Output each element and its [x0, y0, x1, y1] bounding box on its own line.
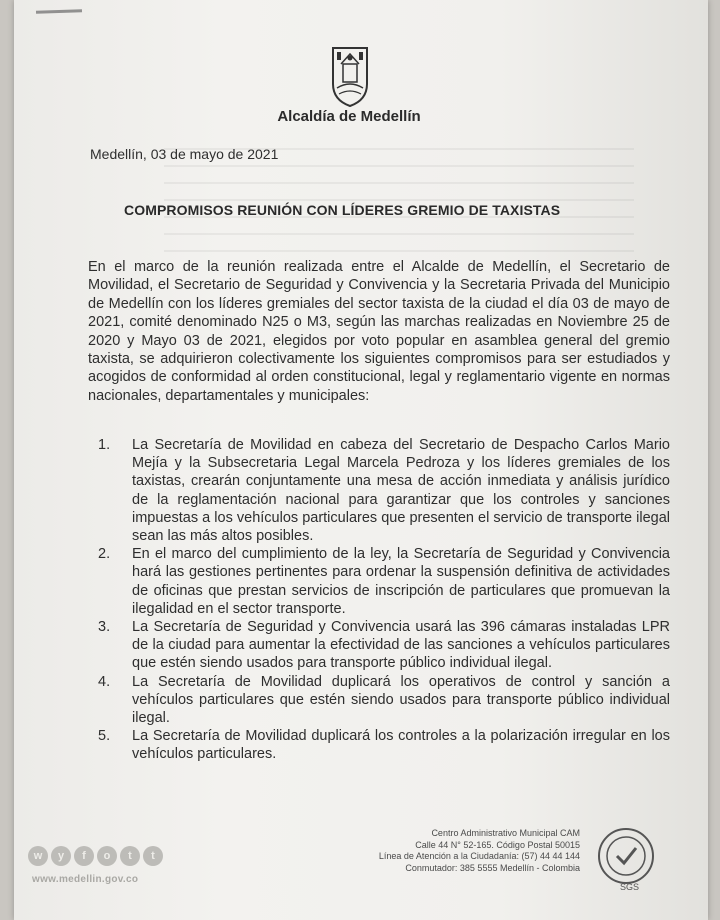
commitment-number: 1. [98, 437, 111, 453]
commitment-item [98, 727, 670, 763]
commitments-list [98, 436, 670, 764]
footer-address [344, 828, 580, 874]
whatsapp-icon[interactable]: w [28, 846, 48, 866]
instagram-icon[interactable]: o [97, 846, 117, 866]
cert-label: SGS [620, 882, 640, 892]
address-line: Calle 44 N° 52-165. Código Postal 50015 [415, 839, 580, 850]
commitment-text: La Secretaría de Seguridad y Convivencia usará las 396 cámaras instaladas LPR de la ciudad para aumentar la efectividad de las sanciones a vehículos particulares que estén siendo usados para transporte público individual ilegal. [132, 619, 670, 672]
flickr-icon[interactable]: t [120, 846, 140, 866]
address-line: Centro Administrativo Municipal CAM [431, 828, 580, 838]
social-icons [28, 846, 163, 866]
certification-seal-icon [596, 826, 656, 886]
commitment-text: En el marco del cumplimiento de la ley, la Secretaría de Seguridad y Convivencia hará las gestiones pertinentes para ordenar la suspensión definitiva de actividades de oficinas que prestan servicios de inscripción de particulares que promuevan la ilegalidad en el sector transporte. [132, 546, 670, 617]
pen-mark [36, 9, 82, 14]
commitment-text: La Secretaría de Movilidad en cabeza del Secretario de Despacho Carlos Mario Mejía y la Subsecretaria Legal Marcela Pedroza y los líderes gremiales de los taxistas, crearán conjuntamente una mesa de acción inmediata y análisis jurídico de la reglamentación nacional para garantizar que los controles y sanciones impuestas a los vehículos particulares que presenten el servicio de transporte ilegal sean las más altos posibles. [132, 437, 670, 545]
facebook-icon[interactable]: f [74, 846, 94, 866]
document-page [14, 0, 708, 920]
address-line: Conmutador: 385 5555 Medellín - Colombia [405, 862, 580, 873]
organization-name: Alcaldía de Medellín [277, 108, 421, 125]
commitment-item [98, 545, 670, 618]
twitter-icon[interactable]: t [143, 846, 163, 866]
youtube-icon[interactable]: y [51, 846, 71, 866]
commitment-number: 4. [98, 673, 111, 690]
commitment-item [98, 618, 670, 673]
commitment-text: La Secretaría de Movilidad duplicará los controles a la polarización irregular en los vehículos particulares. [132, 728, 670, 763]
intro-paragraph: En el marco de la reunión realizada entre el Alcalde de Medellín, el Secretario de Movilidad, el Secretario de Seguridad y Convivencia y la Secretaria Privada del Municipio de Medellín con los líderes gremiales del sector taxista de la ciudad el día 03 de mayo de 2021, comité denominado N25 o M3, según las marchas realizadas en Noviembre 25 de 2020 y Mayo 03 de 2021, elegidos por voto popular en asamblea general del gremio taxista, se adquirieron colectivamente los siguientes compromisos para ser estudiados y acogidos de conformidad al orden constitucional, legal y reglamentario vigente en normas nacionales, departamentales y municipales: [88, 259, 670, 404]
commitment-number: 2. [98, 546, 111, 563]
commitment-item [98, 673, 670, 728]
website-link[interactable]: www.medellin.gov.co [32, 874, 139, 885]
commitment-number: 3. [98, 619, 111, 636]
commitment-text: La Secretaría de Movilidad duplicará los operativos de control y sanción a vehículos particulares que estén siendo usados para transporte público individual ilegal. [132, 673, 670, 727]
medellin-crest-icon [329, 44, 371, 108]
address-line: Línea de Atención a la Ciudadanía: (57) 44 44 144 [378, 851, 580, 862]
document-date: Medellín, 03 de mayo de 2021 [90, 146, 279, 162]
commitment-item [98, 436, 670, 545]
document-title: COMPROMISOS REUNIÓN CON LÍDERES GREMIO DE TAXISTAS [124, 202, 561, 218]
commitment-number: 5. [98, 728, 111, 745]
